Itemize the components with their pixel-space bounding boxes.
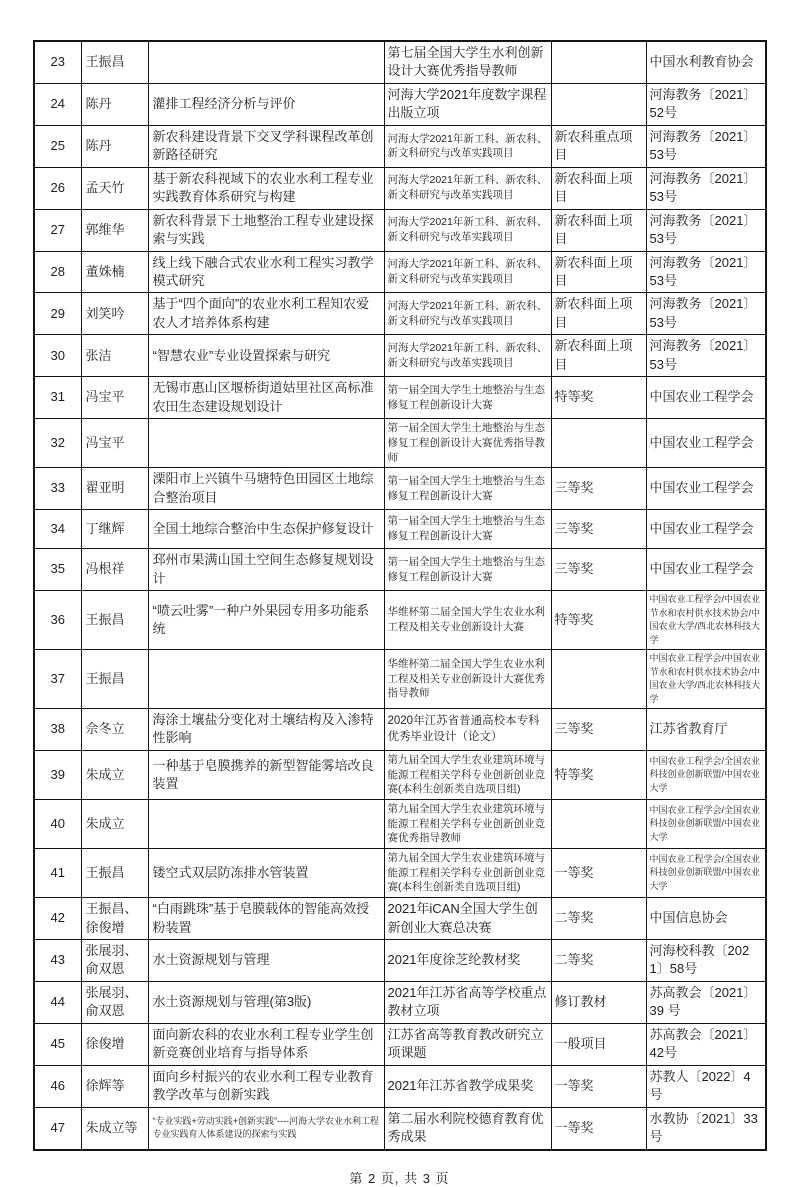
cell-name: 翟亚明 xyxy=(81,468,148,510)
cell-grade xyxy=(551,650,646,709)
cell-name: 张展羽、俞双恩 xyxy=(81,940,148,982)
cell-name: 佘冬立 xyxy=(81,709,148,751)
cell-issuer: 河海教务〔2021〕53号 xyxy=(646,335,766,377)
cell-row-number: 45 xyxy=(34,1023,81,1065)
cell-award-basis: 第九届全国大学生农业建筑环境与能源工程相关学科专业创新创业竞赛(本科生创新类自选项目组) xyxy=(384,849,551,898)
cell-award-basis: 2020年江苏省普通高校本专科优秀毕业设计（论文） xyxy=(384,709,551,751)
cell-issuer: 河海教务〔2021〕52号 xyxy=(646,83,766,125)
cell-issuer: 中国信息协会 xyxy=(646,898,766,940)
table-row xyxy=(34,83,766,125)
cell-award-basis: 2021年江苏省教学成果奖 xyxy=(384,1065,551,1107)
table-row xyxy=(34,1065,766,1107)
cell-row-number: 39 xyxy=(34,750,81,799)
cell-title xyxy=(148,41,384,83)
cell-award-basis: 2021年江苏省高等学校重点教材立项 xyxy=(384,981,551,1023)
cell-title: 水土资源规划与管理(第3版) xyxy=(148,981,384,1023)
cell-issuer: 水教协〔2021〕33 号 xyxy=(646,1107,766,1149)
table-row xyxy=(34,591,766,650)
table-row xyxy=(34,167,766,209)
table-row xyxy=(34,1023,766,1065)
cell-title: 水土资源规划与管理 xyxy=(148,940,384,982)
table-row xyxy=(34,940,766,982)
cell-award-basis: 华维杯第二届全国大学生农业水利工程及相关专业创新设计大赛 xyxy=(384,591,551,650)
cell-award-basis: 河海大学2021年新工科、新农科、新文科研究与改革实践项目 xyxy=(384,335,551,377)
cell-award-basis: 河海大学2021年新工科、新农科、新文科研究与改革实践项目 xyxy=(384,125,551,167)
cell-name: 王振昌 xyxy=(81,650,148,709)
cell-grade xyxy=(551,83,646,125)
cell-grade: 特等奖 xyxy=(551,591,646,650)
cell-grade: 一般项目 xyxy=(551,1023,646,1065)
cell-row-number: 37 xyxy=(34,650,81,709)
cell-title: “智慧农业”专业设置探索与研究 xyxy=(148,335,384,377)
cell-award-basis: 2021年度徐芝纶教材奖 xyxy=(384,940,551,982)
cell-grade: 新农科面上项目 xyxy=(551,335,646,377)
cell-row-number: 41 xyxy=(34,849,81,898)
cell-grade: 新农科重点项目 xyxy=(551,125,646,167)
cell-name: 朱成立 xyxy=(81,800,148,849)
cell-name: 冯根祥 xyxy=(81,549,148,591)
table-row xyxy=(34,468,766,510)
cell-issuer: 中国农业工程学会 xyxy=(646,510,766,549)
cell-row-number: 35 xyxy=(34,549,81,591)
cell-row-number: 46 xyxy=(34,1065,81,1107)
cell-name: 董姝楠 xyxy=(81,251,148,293)
cell-issuer: 河海教务〔2021〕53号 xyxy=(646,125,766,167)
cell-grade: 特等奖 xyxy=(551,750,646,799)
cell-grade: 一等奖 xyxy=(551,849,646,898)
cell-grade: 修订教材 xyxy=(551,981,646,1023)
cell-award-basis: 华维杯第二届全国大学生农业水利工程及相关专业创新设计大赛优秀指导教师 xyxy=(384,650,551,709)
cell-name: 丁继辉 xyxy=(81,510,148,549)
cell-title: 一种基于皂膜携养的新型智能雾培改良装置 xyxy=(148,750,384,799)
cell-title: 基于新农科视域下的农业水利工程专业实践教育体系研究与构建 xyxy=(148,167,384,209)
cell-grade: 三等奖 xyxy=(551,468,646,510)
document-page xyxy=(0,40,799,1186)
cell-grade: 一等奖 xyxy=(551,1107,646,1149)
cell-grade xyxy=(551,800,646,849)
cell-row-number: 24 xyxy=(34,83,81,125)
cell-award-basis: 第九届全国大学生农业建筑环境与能源工程相关学科专业创新创业竞赛(本科生创新类自选项目组) xyxy=(384,750,551,799)
cell-row-number: 33 xyxy=(34,468,81,510)
cell-row-number: 26 xyxy=(34,167,81,209)
table-row xyxy=(34,209,766,251)
awards-table-body xyxy=(34,41,766,1150)
cell-award-basis: 2021年iCAN全国大学生创新创业大赛总决赛 xyxy=(384,898,551,940)
cell-award-basis: 第一届全国大学生土地整治与生态修复工程创新设计大赛 xyxy=(384,510,551,549)
cell-issuer: 中国农业工程学会/全国农业科技创业创新联盟/中国农业大学 xyxy=(646,849,766,898)
cell-row-number: 29 xyxy=(34,293,81,335)
table-row xyxy=(34,335,766,377)
cell-award-basis: 河海大学2021年新工科、新农科、新文科研究与改革实践项目 xyxy=(384,209,551,251)
table-row xyxy=(34,293,766,335)
cell-name: 王振昌 xyxy=(81,591,148,650)
cell-award-basis: 河海大学2021年新工科、新农科、新文科研究与改革实践项目 xyxy=(384,251,551,293)
cell-issuer: 中国农业工程学会 xyxy=(646,419,766,468)
cell-name: 王振昌 xyxy=(81,849,148,898)
cell-grade: 三等奖 xyxy=(551,709,646,751)
cell-award-basis: 第一届全国大学生土地整治与生态修复工程创新设计大赛 xyxy=(384,377,551,419)
cell-row-number: 27 xyxy=(34,209,81,251)
cell-title xyxy=(148,650,384,709)
table-row xyxy=(34,849,766,898)
cell-title: 无锡市惠山区堰桥街道姑里社区高标准农田生态建设规划设计 xyxy=(148,377,384,419)
cell-issuer: 苏高教会〔2021〕42号 xyxy=(646,1023,766,1065)
cell-title: “专业实践+劳动实践+创新实践”----河海大学农业水利工程专业实践育人体系建设的探索与实践 xyxy=(148,1107,384,1149)
cell-title: 溧阳市上兴镇牛马塘特色田园区土地综合整治项目 xyxy=(148,468,384,510)
cell-name: 冯宝平 xyxy=(81,377,148,419)
cell-issuer: 中国农业工程学会 xyxy=(646,377,766,419)
cell-name: 朱成立 xyxy=(81,750,148,799)
table-row xyxy=(34,41,766,83)
cell-grade xyxy=(551,41,646,83)
cell-title: 面向乡村振兴的农业水利工程专业教育教学改革与创新实践 xyxy=(148,1065,384,1107)
cell-row-number: 34 xyxy=(34,510,81,549)
table-row xyxy=(34,377,766,419)
cell-title: 邳州市果满山国土空间生态修复规划设计 xyxy=(148,549,384,591)
cell-award-basis: 江苏省高等教育教改研究立项课题 xyxy=(384,1023,551,1065)
cell-row-number: 36 xyxy=(34,591,81,650)
awards-table xyxy=(33,40,767,1151)
cell-grade: 二等奖 xyxy=(551,898,646,940)
cell-name: 郭维华 xyxy=(81,209,148,251)
cell-title: 基于“四个面向”的农业水利工程知农爱农人才培养体系构建 xyxy=(148,293,384,335)
cell-award-basis: 第七届全国大学生水利创新设计大赛优秀指导教师 xyxy=(384,41,551,83)
cell-row-number: 38 xyxy=(34,709,81,751)
cell-grade: 新农科面上项目 xyxy=(551,251,646,293)
cell-issuer: 河海教务〔2021〕53号 xyxy=(646,209,766,251)
cell-award-basis: 第一届全国大学生土地整治与生态修复工程创新设计大赛 xyxy=(384,468,551,510)
cell-award-basis: 第九届全国大学生农业建筑环境与能源工程相关学科专业创新创业竞赛优秀指导教师 xyxy=(384,800,551,849)
cell-title: 镂空式双层防冻排水管装置 xyxy=(148,849,384,898)
cell-issuer: 中国农业工程学会 xyxy=(646,468,766,510)
cell-award-basis: 第二届水利院校德育教育优秀成果 xyxy=(384,1107,551,1149)
cell-issuer: 河海教务〔2021〕53号 xyxy=(646,167,766,209)
table-row xyxy=(34,125,766,167)
cell-award-basis: 第一届全国大学生土地整治与生态修复工程创新设计大赛 xyxy=(384,549,551,591)
cell-name: 朱成立等 xyxy=(81,1107,148,1149)
cell-award-basis: 河海大学2021年度数字课程出版立项 xyxy=(384,83,551,125)
cell-grade: 三等奖 xyxy=(551,549,646,591)
cell-award-basis: 河海大学2021年新工科、新农科、新文科研究与改革实践项目 xyxy=(384,293,551,335)
cell-grade: 三等奖 xyxy=(551,510,646,549)
table-row xyxy=(34,549,766,591)
table-row xyxy=(34,709,766,751)
cell-row-number: 44 xyxy=(34,981,81,1023)
cell-title: 新农科背景下土地整治工程专业建设探索与实践 xyxy=(148,209,384,251)
cell-name: 徐辉等 xyxy=(81,1065,148,1107)
cell-issuer: 中国农业工程学会/全国农业科技创业创新联盟/中国农业大学 xyxy=(646,800,766,849)
table-row xyxy=(34,1107,766,1149)
cell-issuer: 中国农业工程学会 xyxy=(646,549,766,591)
cell-title: 线上线下融合式农业水利工程实习教学模式研究 xyxy=(148,251,384,293)
cell-row-number: 40 xyxy=(34,800,81,849)
table-row xyxy=(34,898,766,940)
cell-award-basis: 河海大学2021年新工科、新农科、新文科研究与改革实践项目 xyxy=(384,167,551,209)
cell-name: 徐俊增 xyxy=(81,1023,148,1065)
cell-row-number: 32 xyxy=(34,419,81,468)
table-row xyxy=(34,510,766,549)
cell-title xyxy=(148,800,384,849)
cell-grade xyxy=(551,419,646,468)
table-row xyxy=(34,800,766,849)
table-row xyxy=(34,251,766,293)
cell-grade: 新农科面上项目 xyxy=(551,293,646,335)
cell-row-number: 30 xyxy=(34,335,81,377)
cell-name: 张洁 xyxy=(81,335,148,377)
cell-name: 陈丹 xyxy=(81,83,148,125)
cell-name: 张展羽、俞双恩 xyxy=(81,981,148,1023)
cell-issuer: 中国水利教育协会 xyxy=(646,41,766,83)
cell-row-number: 47 xyxy=(34,1107,81,1149)
cell-grade: 新农科面上项目 xyxy=(551,209,646,251)
cell-name: 刘笑吟 xyxy=(81,293,148,335)
cell-row-number: 23 xyxy=(34,41,81,83)
cell-row-number: 42 xyxy=(34,898,81,940)
cell-grade: 新农科面上项目 xyxy=(551,167,646,209)
cell-grade: 一等奖 xyxy=(551,1065,646,1107)
cell-issuer: 河海教务〔2021〕53号 xyxy=(646,293,766,335)
cell-issuer: 江苏省教育厅 xyxy=(646,709,766,751)
cell-issuer: 河海校科教〔2021〕58号 xyxy=(646,940,766,982)
table-row xyxy=(34,650,766,709)
cell-row-number: 28 xyxy=(34,251,81,293)
page-footer: 第 2 页, 共 3 页 xyxy=(349,1170,450,1186)
cell-title: 新农科建设背景下交叉学科课程改革创新路径研究 xyxy=(148,125,384,167)
cell-issuer: 河海教务〔2021〕53号 xyxy=(646,251,766,293)
cell-title xyxy=(148,419,384,468)
cell-name: 孟天竹 xyxy=(81,167,148,209)
cell-title: 灌排工程经济分析与评价 xyxy=(148,83,384,125)
cell-title: “白雨跳珠”基于皂膜载体的智能高效授粉装置 xyxy=(148,898,384,940)
cell-issuer: 中国农业工程学会/中国农业节水和农村供水技术协会/中国农业大学/西北农林科技大学 xyxy=(646,650,766,709)
cell-issuer: 苏高教会〔2021〕39 号 xyxy=(646,981,766,1023)
cell-title: 海涂土壤盐分变化对土壤结构及入渗特性影响 xyxy=(148,709,384,751)
cell-name: 王振昌 xyxy=(81,41,148,83)
cell-grade: 特等奖 xyxy=(551,377,646,419)
cell-grade: 二等奖 xyxy=(551,940,646,982)
cell-title: 全国土地综合整治中生态保护修复设计 xyxy=(148,510,384,549)
cell-row-number: 43 xyxy=(34,940,81,982)
cell-issuer: 苏教人〔2022〕4号 xyxy=(646,1065,766,1107)
cell-award-basis: 第一届全国大学生土地整治与生态修复工程创新设计大赛优秀指导教师 xyxy=(384,419,551,468)
cell-row-number: 25 xyxy=(34,125,81,167)
table-row xyxy=(34,419,766,468)
cell-title: “喷云吐雾”一种户外果园专用多功能系统 xyxy=(148,591,384,650)
cell-title: 面向新农科的农业水利工程专业学生创新竞赛创业培育与指导体系 xyxy=(148,1023,384,1065)
cell-row-number: 31 xyxy=(34,377,81,419)
cell-name: 冯宝平 xyxy=(81,419,148,468)
table-row xyxy=(34,750,766,799)
cell-name: 王振昌、徐俊增 xyxy=(81,898,148,940)
cell-issuer: 中国农业工程学会/中国农业节水和农村供水技术协会/中国农业大学/西北农林科技大学 xyxy=(646,591,766,650)
table-row xyxy=(34,981,766,1023)
cell-issuer: 中国农业工程学会/全国农业科技创业创新联盟/中国农业大学 xyxy=(646,750,766,799)
cell-name: 陈丹 xyxy=(81,125,148,167)
